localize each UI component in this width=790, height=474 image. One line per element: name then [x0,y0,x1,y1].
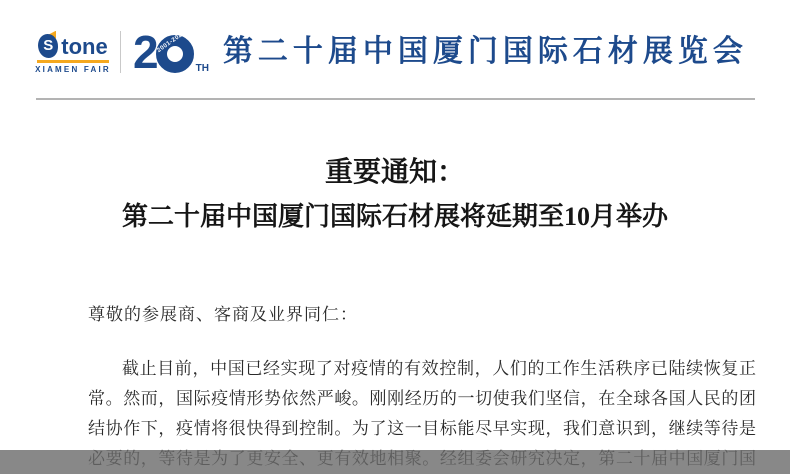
logo-subtitle: XIAMEN FAIR [35,64,111,74]
stone-s-blob [38,34,58,58]
anniversary-20th-logo [133,28,209,76]
notice-paragraph [88,354,756,474]
header-rule [36,98,755,100]
anniversary-zero-ring-icon [156,30,194,73]
anniversary-years-label: 2001-2020 [156,30,188,54]
anniversary-digit-2: 2 [133,26,159,78]
anniversary-th-suffix: TH [195,63,209,74]
header-divider [120,31,121,73]
paragraph-line: 结协作下，疫情将很快得到控制。为了这一目标能尽早实现，我们意识到，继续等待是 [88,419,756,438]
stone-s-icon [38,31,60,58]
stone-fair-logo [36,31,110,74]
paragraph-line: 常。然而，国际疫情形势依然严峻。刚刚经历的一切使我们坚信，在全球各国人民的团 [88,389,756,408]
stone-wordmark-text: tone [61,33,108,59]
header [36,26,760,78]
salutation: 尊敬的参展商、客商及业界同仁： [88,305,358,324]
fair-title: 第二十届中国厦门国际石材展览会 [222,35,748,68]
notice-subheading: 第二十届中国厦门国际石材展将延期至10月举办 [121,202,668,231]
paragraph-line-clipped: 必要的，等待是为了更安全、更有效地相聚。经组委会研究决定，第二十届中国厦门国 [88,449,756,468]
stone-wordmark [38,31,107,58]
notice-heading: 重要通知： [324,157,465,188]
logo-yellow-bar [37,60,109,63]
stone-s-letter: S [43,37,54,54]
paragraph-line: 截止目前，中国已经实现了对疫情的有效控制，人们的工作生活秩序已陆续恢复正 [122,359,756,378]
